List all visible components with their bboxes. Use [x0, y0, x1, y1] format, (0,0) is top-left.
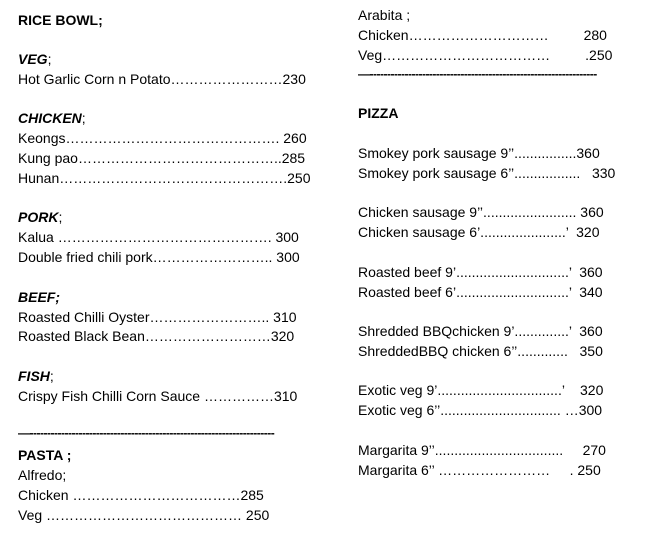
left-divider: —---------------------------------------------------------------------- [18, 426, 275, 440]
alfredo-item-1: Chicken ………………………………285 [18, 487, 264, 503]
pork-suffix: ; [58, 209, 63, 225]
beef-heading: BEEF; [18, 289, 60, 305]
pizza-item-7: Shredded BBQchicken 9’..............’ 360 [358, 323, 603, 339]
pizza-item-4: Chicken sausage 6’......................’ 320 [358, 224, 600, 240]
pizza-item-9: Exotic veg 9’................................’ 320 [358, 382, 604, 398]
pizza-item-2: Smokey pork sausage 6’’................. 330 [358, 165, 616, 181]
beef-item-1: Roasted Chilli Oyster…………………….. 310 [18, 309, 297, 325]
pizza-title: PIZZA [358, 105, 399, 121]
alfredo-label: Alfredo; [18, 467, 67, 483]
right-divider: —----------------------------------------------------------------- [358, 67, 597, 81]
fish-label: FISH [18, 368, 50, 384]
pizza-item-11: Margarita 9’’................................. 270 [358, 442, 606, 458]
arabita-label: Arabita ; [358, 7, 411, 23]
pizza-item-3: Chicken sausage 9’’........................ 360 [358, 204, 604, 220]
rice-bowl-title: RICE BOWL; [18, 12, 103, 28]
pizza-item-8: ShreddedBBQ chicken 6’’............. 350 [358, 343, 603, 359]
veg-label: VEG [18, 51, 48, 67]
pizza-item-5: Roasted beef 9’.............................’ 360 [358, 264, 603, 280]
pasta-title: PASTA ; [18, 447, 72, 463]
pizza-item-6: Roasted beef 6’.............................’ 340 [358, 284, 603, 300]
pork-label: PORK [18, 209, 59, 225]
alfredo-item-2: Veg …………………………………… 250 [18, 507, 270, 523]
veg-suffix: ; [47, 51, 52, 67]
veg-item-1: Hot Garlic Corn n Potato……………………230 [18, 71, 306, 87]
chicken-suffix: ; [81, 110, 86, 126]
arabita-item-2: Veg……………………………… .250 [358, 47, 613, 63]
chicken-item-1: Keongs………………………………………. 260 [18, 130, 307, 146]
veg-heading [18, 50, 51, 68]
fish-item-1: Crispy Fish Chilli Corn Sauce ……………310 [18, 388, 298, 404]
pork-heading [18, 208, 62, 226]
fish-heading [18, 367, 54, 385]
pizza-item-10: Exotic veg 6’’............................... …300 [358, 402, 603, 418]
chicken-label: CHICKEN [18, 110, 82, 126]
chicken-item-3: Hunan………………………………………….250 [18, 170, 311, 186]
pizza-item-12: Margarita 6’’ …………………… . 250 [358, 462, 601, 478]
arabita-item-1: Chicken………………………… 280 [358, 27, 607, 43]
pizza-item-1: Smokey pork sausage 9’’................360 [358, 145, 600, 161]
pork-item-2: Double fried chili pork…………………….. 300 [18, 249, 300, 265]
chicken-item-2: Kung pao……………………………………..285 [18, 150, 306, 166]
beef-item-2: Roasted Black Bean………………………320 [18, 328, 295, 344]
chicken-heading [18, 109, 86, 127]
fish-suffix: ; [49, 368, 54, 384]
pork-item-1: Kalua ………………………………………. 300 [18, 229, 299, 245]
